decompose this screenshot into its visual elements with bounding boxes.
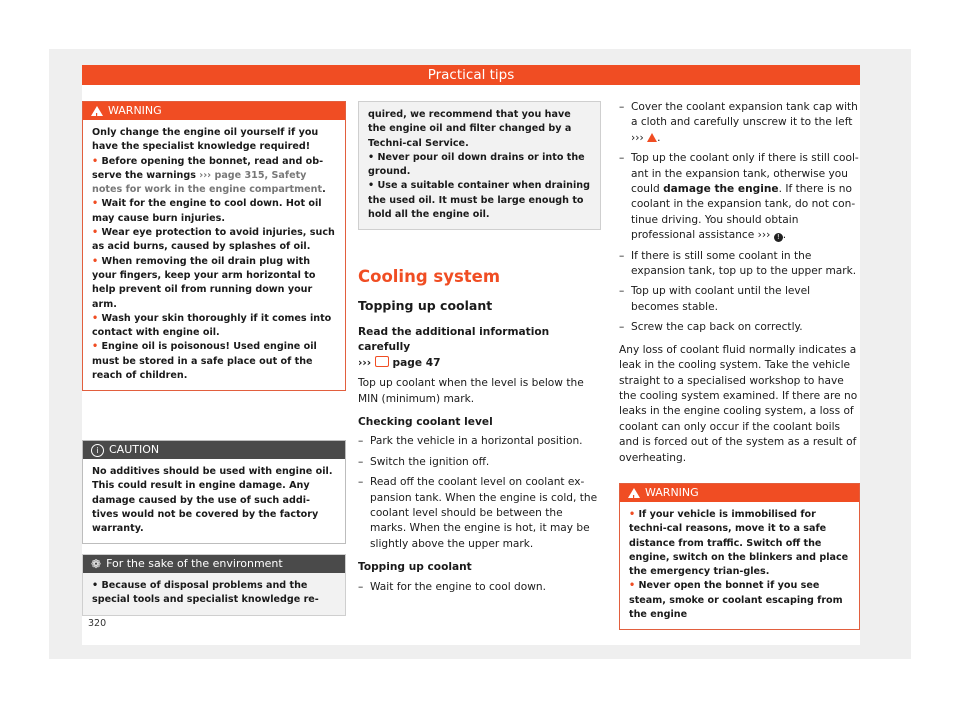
step-3: Read off the coolant level on coolant ex-pansion tank. When the engine is cold, the coolant level should be between the marks. When the engine is hot, it may be slightly above the upper mark. xyxy=(370,476,598,550)
topping-steps-continued: – Cover the coolant expansion tank cap with a cloth and carefully unscrew it to the left ››› . – Top up the coolant only if there is still cool-ant in the expansion tank, otherwise you could damage the engine. If there is no coolant in the expansion tank, do not con-tinue driving. You should obtain professional assistance ››› ! . – If there is still some coolant in the expansion tank, top up to the upper mark. – Top up with coolant until the level becomes stable. – Screw the cap back on correctly. Any loss of coolant fluid normally indicates a leak in the cooling system. Take the vehicle straight to a specialised workshop to have the cooling system examined. If there are no leaks in the engine cooling system, a loss of coolant can only occur if the coolant boils and is forced out of the system as a result of overheating. xyxy=(619,100,859,466)
environment-box-continued xyxy=(358,101,601,230)
checking-title: Checking coolant level xyxy=(358,416,493,429)
warning-triangle-icon xyxy=(628,488,640,498)
topping-step-2: Cover the coolant expansion tank cap with a cloth and carefully unscrew it to the left xyxy=(631,101,858,129)
step-1: Park the vehicle in a horizontal position. xyxy=(370,435,583,448)
bullet-icon: • xyxy=(92,198,99,210)
warning-box-cooling xyxy=(619,483,860,630)
book-icon xyxy=(375,356,389,367)
warning-header xyxy=(83,102,345,120)
warning-bullet-5: Wash your skin thoroughly if it comes into contact with engine oil. xyxy=(92,312,332,339)
warning-label: WARNING xyxy=(108,104,162,117)
bullet-icon: • xyxy=(92,580,99,591)
warning-bullet-1: If your vehicle is immobilised for techni-cal reasons, move it to a safe distance from traffic. Switch off the engine, switch on the blinkers and place the emergency trian-gles. xyxy=(629,509,849,578)
environment-box xyxy=(82,554,346,616)
bullet-icon: • xyxy=(92,341,99,353)
topping-title: Topping up coolant xyxy=(358,561,472,574)
section-title: Cooling system xyxy=(358,267,501,286)
warning-bullet-4: When removing the oil drain plug with your fingers, keep your arm horizontal to help prevent oil from running down your arm. xyxy=(92,255,316,310)
cooling-section: Cooling system Topping up coolant Read the additional information carefully ››› page 47 Top up coolant when the level is below the MIN (minimum) mark. Checking coolant level – Park the vehicle in a horizontal position. – Switch the ignition off. – Read off the coolant level on coolant ex-pansion tank. When the engine is cold, the coolant level should be between the marks. When the engine is hot, it may be slightly above the upper mark. Topping up coolant – Wait for the engine to cool down. xyxy=(358,267,602,595)
topping-step-3b: damage the engine xyxy=(663,183,779,196)
bullet-icon: • xyxy=(368,151,375,163)
bullet-icon: • xyxy=(92,312,99,324)
warning-label: WARNING xyxy=(645,486,699,499)
environment-text: Because of disposal problems and the special tools and specialist knowledge re- xyxy=(92,580,319,606)
coolant-loss-paragraph: Any loss of coolant fluid normally indicates a leak in the cooling system. Take the vehicle straight to a specialised workshop to have the cooling system examined. If there are no leaks in the engine cooling system, a loss of coolant can only occur if the coolant boils and is forced out of the system as a result of overheating. xyxy=(619,343,858,464)
caution-header xyxy=(83,441,345,459)
warning-bullet-1: Before opening the bonnet, read and ob-serve the warnings xyxy=(92,155,324,181)
environment-header xyxy=(83,555,345,573)
warning-body: Only change the engine oil yourself if you have the specialist knowledge required! • Before opening the bonnet, read and ob-serve the warnings ››› page 315, Safety notes for work in the engine compartment. • Wait for the engine to cool down. Hot oil may cause burn injuries. • Wear eye protection to avoid injuries, such as acid burns, caused by splashes of oil. • When removing the oil drain plug with your fingers, keep your arm horizontal to help prevent oil from running down your arm. • Wash your skin thoroughly if it comes into contact with engine oil. • Engine oil is poisonous! Used engine oil must be stored in a safe place out of the reach of children. xyxy=(92,127,335,382)
environment-body xyxy=(83,573,345,615)
environment-continued-text: quired, we recommend that you have the engine oil and filter changed by a Techni-cal Service. xyxy=(368,109,572,149)
info-circle-icon: i xyxy=(91,444,104,457)
topping-step-3c: . If there is no coolant in the expansion tank, do not con-tinue driving. You should obtain professional assistance xyxy=(631,183,856,242)
intro-text: Top up coolant when the level is below the MIN (minimum) mark. xyxy=(358,377,584,405)
bullet-icon: • xyxy=(92,227,99,239)
bullet-icon: • xyxy=(629,509,636,520)
caution-text: No additives should be used with engine oil. This could result in engine damage. Any damage caused by the use of such addi-tives would not be covered by the factory warranty. xyxy=(92,466,333,535)
topping-step-4: If there is still some coolant in the expansion tank, top up to the upper mark. xyxy=(631,249,857,278)
topping-step-3a: Top up the coolant only if there is still cool-ant in the expansion tank, otherwise you could xyxy=(631,152,859,196)
bullet-icon: • xyxy=(92,255,99,267)
page-number: 320 xyxy=(88,618,107,629)
warning-bullet-6: Engine oil is poisonous! Used engine oil must be stored in a safe place out of the reach of children. xyxy=(92,341,317,382)
exclamation-circle-icon: ! xyxy=(774,233,783,242)
caution-label: CAUTION xyxy=(109,443,160,456)
page-47-link[interactable]: page 47 xyxy=(392,356,441,369)
warning-box-oil xyxy=(82,101,346,391)
leaf-icon: ❁ xyxy=(91,557,102,571)
environment-bullet-2: Never pour oil down drains or into the ground. xyxy=(368,151,585,178)
safety-notes-link[interactable]: ››› page 315, Safety notes for work in the engine compartment xyxy=(92,169,323,196)
topping-step-1: Wait for the engine to cool down. xyxy=(370,580,546,593)
warning-intro: Only change the engine oil yourself if you have the specialist knowledge required! xyxy=(92,127,319,153)
page-header: Practical tips xyxy=(82,65,860,85)
topping-step-6: Screw the cap back on correctly. xyxy=(631,321,803,334)
manual-page xyxy=(82,85,860,645)
environment-body-continued xyxy=(359,102,600,229)
step-2: Switch the ignition off. xyxy=(370,455,490,468)
warning-bullet-2: Wait for the engine to cool down. Hot oil may cause burn injuries. xyxy=(92,198,322,224)
caution-box xyxy=(82,440,346,544)
warning-triangle-icon xyxy=(647,133,657,142)
bullet-icon: • xyxy=(92,155,99,167)
environment-label: For the sake of the environment xyxy=(106,557,283,570)
read-info-text: Read the additional information carefully xyxy=(358,326,550,354)
environment-bullet-3: Use a suitable container when draining the used oil. It must be large enough to hold all the engine oil. xyxy=(368,180,590,221)
subsection-title: Topping up coolant xyxy=(358,298,493,313)
caution-body xyxy=(83,459,345,543)
warning-bullet-3: Wear eye protection to avoid injuries, such as acid burns, caused by splashes of oil. xyxy=(92,227,335,253)
topping-step-5: Top up with coolant until the level becomes stable. xyxy=(631,285,811,313)
bullet-icon: • xyxy=(629,580,636,592)
warning-body xyxy=(620,502,859,629)
warning-triangle-icon xyxy=(91,106,103,116)
warning-bullet-2: Never open the bonnet if you see steam, smoke or coolant escaping from the engine xyxy=(629,580,843,621)
bullet-icon: • xyxy=(368,180,375,192)
warning-header xyxy=(620,484,859,502)
